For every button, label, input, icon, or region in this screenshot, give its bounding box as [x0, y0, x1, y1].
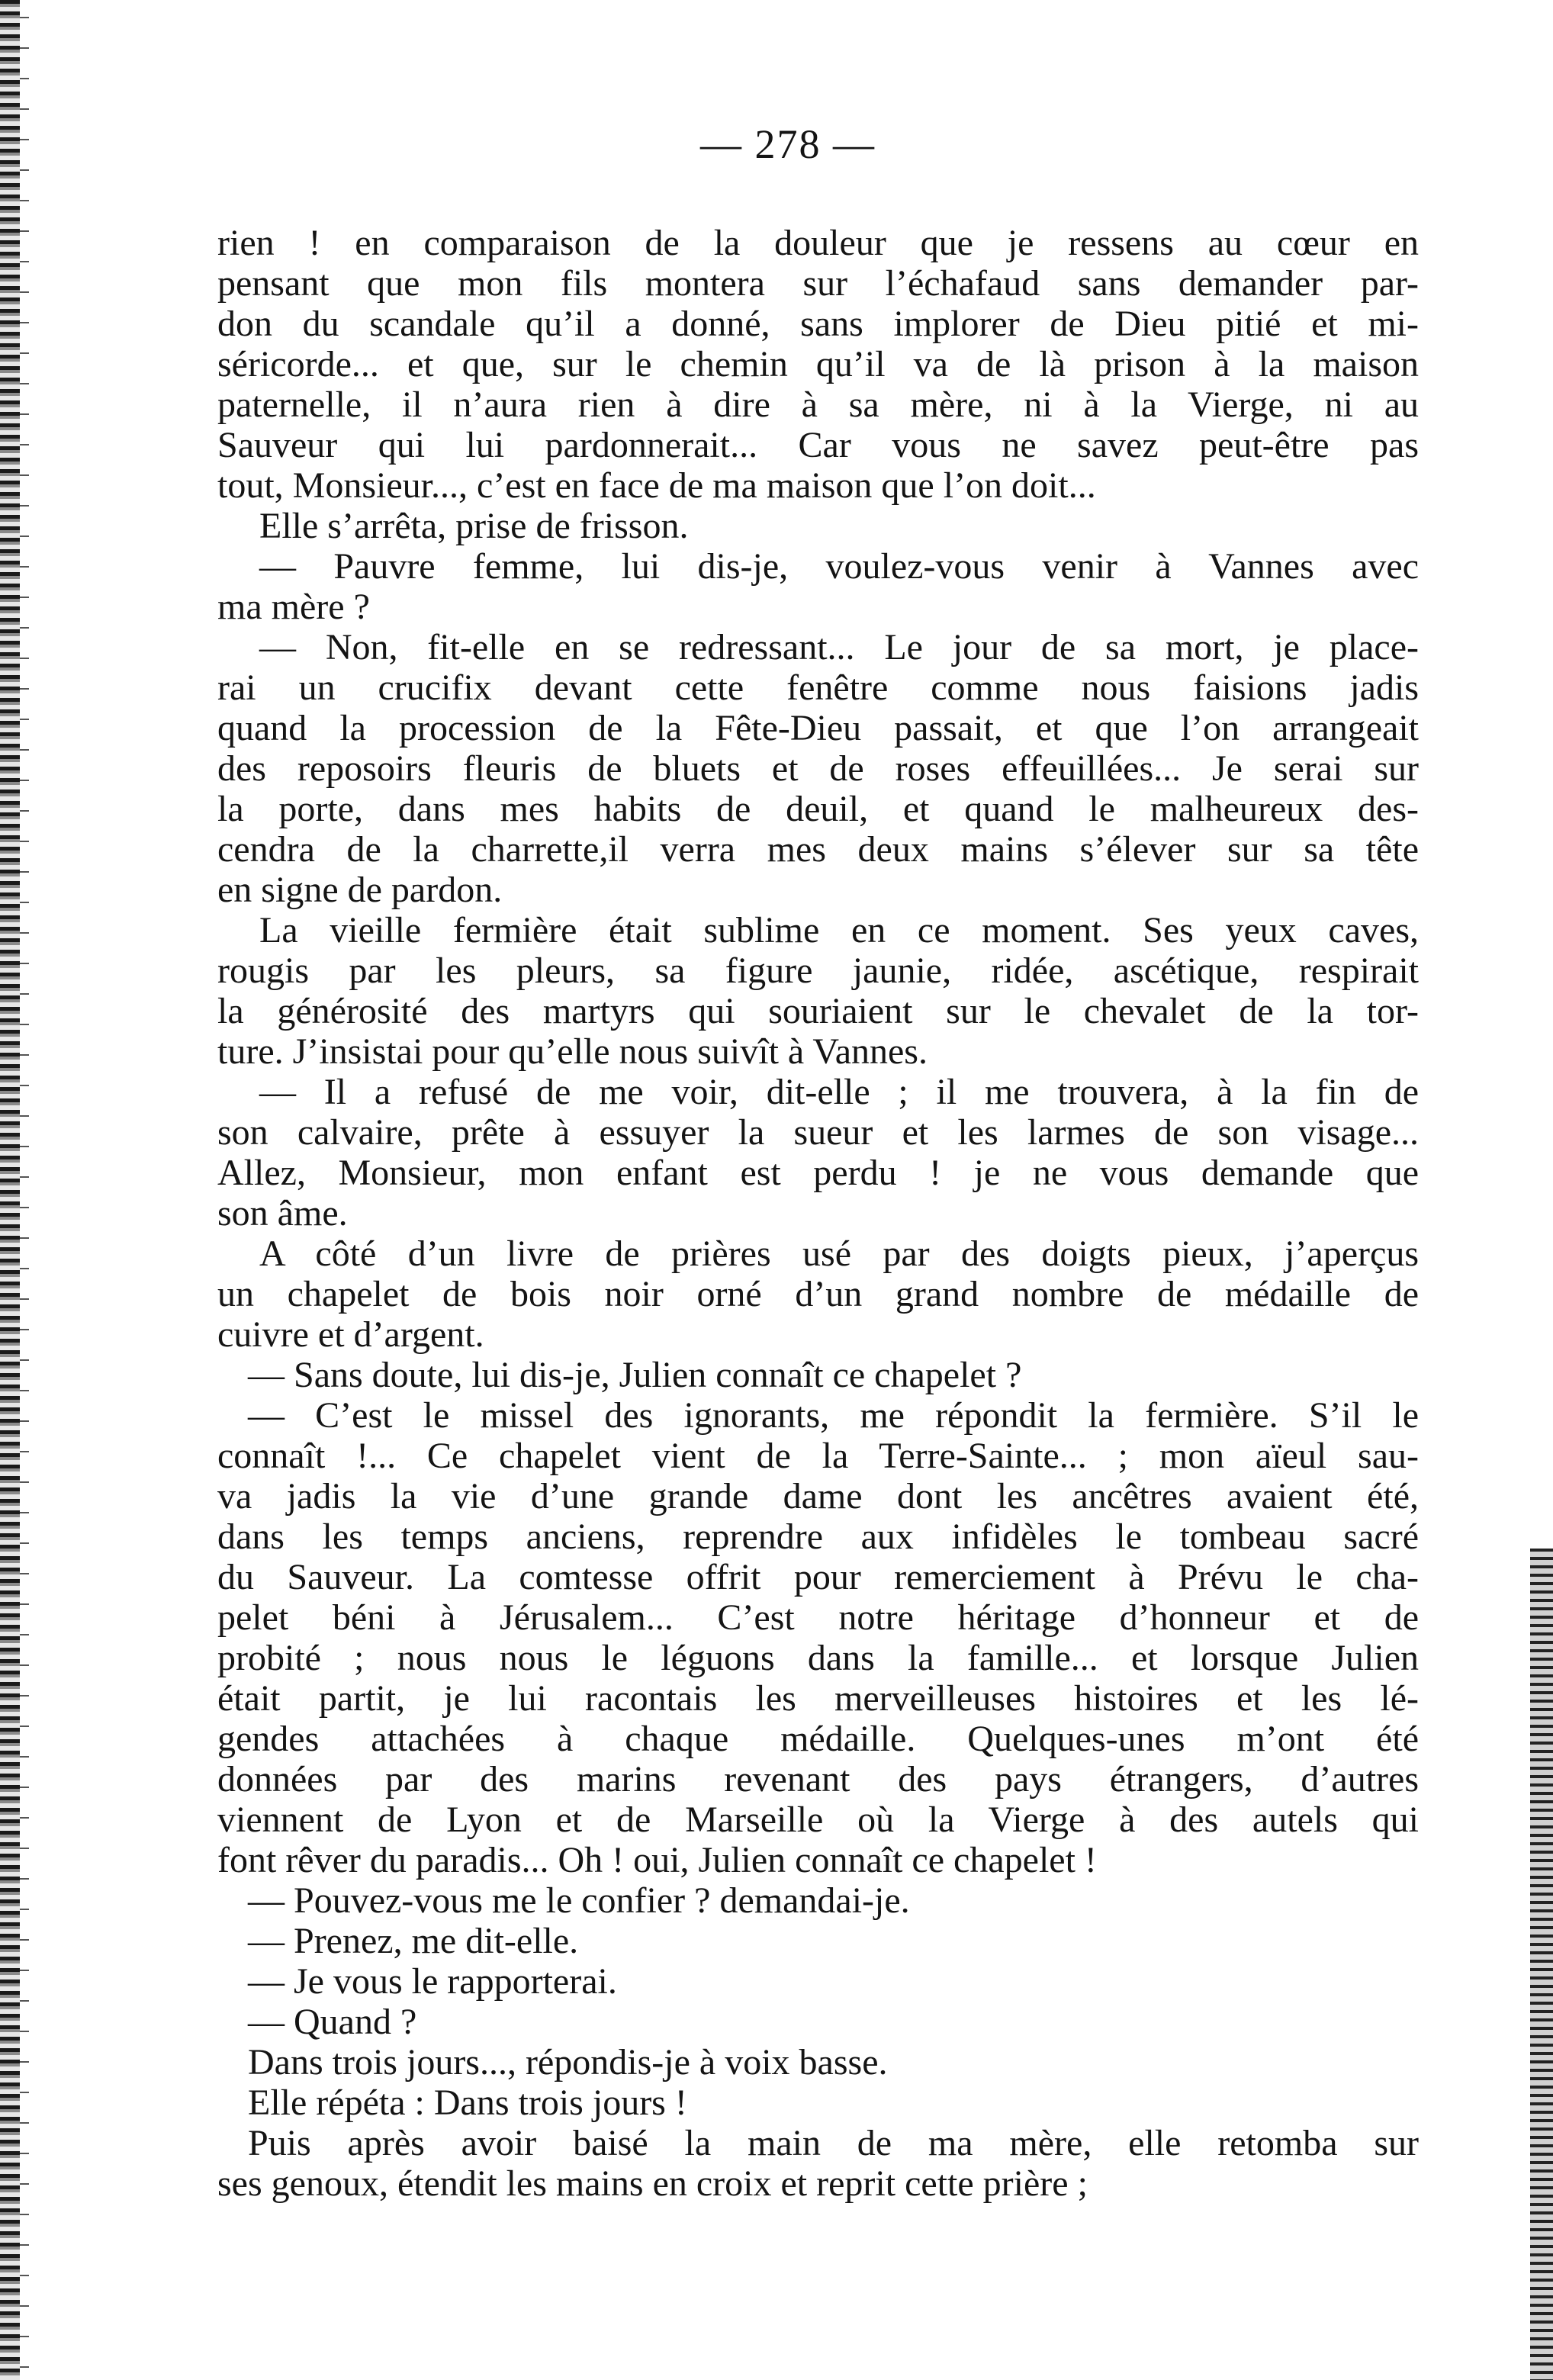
text-line: Allez, Monsieur, mon enfant est perdu ! je ne vous demande que — [217, 1153, 1419, 1193]
text-line: pelet béni à Jérusalem... C’est notre héritage d’honneur et de — [217, 1597, 1419, 1638]
text-line: — Pauvre femme, lui dis-je, voulez-vous venir à Vannes avec — [259, 546, 1419, 587]
text-line: du Sauveur. La comtesse offrit pour remerciement à Prévu le cha- — [217, 1557, 1419, 1597]
page-edge-shadow — [1530, 1549, 1553, 2380]
text-line: Puis après avoir baisé la main de ma mère, elle retomba sur — [248, 2123, 1419, 2163]
text-line: — Il a refusé de me voir, dit-elle ; il me trouvera, à la fin de — [259, 1072, 1419, 1112]
text-line: Sauveur qui lui pardonnerait... Car vous ne savez peut-être pas — [217, 425, 1419, 465]
text-line: paternelle, il n’aura rien à dire à sa mère, ni à la Vierge, ni au — [217, 384, 1419, 425]
text-line: rougis par les pleurs, sa figure jaunie, ridée, ascétique, respirait — [217, 950, 1419, 991]
binding-stitches — [20, 0, 29, 2380]
text-line: rai un crucifix devant cette fenêtre comme nous faisions jadis — [217, 667, 1419, 708]
text-line: font rêver du paradis... Oh ! oui, Julien connaît ce chapelet ! — [217, 1840, 1097, 1880]
text-line: ma mère ? — [217, 587, 370, 627]
text-line: rien ! en comparaison de la douleur que je ressens au cœur en — [217, 223, 1419, 263]
text-line: — Pouvez-vous me le confier ? demandai-je. — [248, 1880, 910, 1921]
text-line: dans les temps anciens, reprendre aux infidèles le tombeau sacré — [217, 1516, 1419, 1557]
text-line: Elle s’arrêta, prise de frisson. — [259, 506, 689, 546]
binding-edge — [0, 0, 20, 2380]
text-line: connaît !... Ce chapelet vient de la Terre-Sainte... ; mon aïeul sau- — [217, 1436, 1419, 1476]
text-line: A côté d’un livre de prières usé par des doigts pieux, j’aperçus — [259, 1233, 1419, 1274]
page-number: — 278 — — [700, 121, 876, 167]
text-line: la porte, dans mes habits de deuil, et quand le malheureux des- — [217, 789, 1419, 829]
text-line: — Prenez, me dit-elle. — [248, 1921, 579, 1961]
text-line: son âme. — [217, 1193, 348, 1233]
text-line: va jadis la vie d’une grande dame dont les ancêtres avaient été, — [217, 1476, 1419, 1516]
text-line: cuivre et d’argent. — [217, 1314, 484, 1355]
text-line: en signe de pardon. — [217, 870, 503, 910]
text-line: — Je vous le rapporterai. — [248, 1961, 617, 2002]
text-line: — Non, fit-elle en se redressant... Le jour de sa mort, je place- — [259, 627, 1419, 667]
text-line: ture. J’insistai pour qu’elle nous suivît à Vannes. — [217, 1031, 928, 1072]
text-line: La vieille fermière était sublime en ce moment. Ses yeux caves, — [259, 910, 1419, 950]
text-line: son calvaire, prête à essuyer la sueur et les larmes de son visage... — [217, 1112, 1419, 1153]
text-line: était partit, je lui racontais les merveilleuses histoires et les lé- — [217, 1678, 1419, 1719]
text-line: des reposoirs fleuris de bluets et de roses effeuillées... Je serai sur — [217, 748, 1419, 789]
text-line: don du scandale qu’il a donné, sans implorer de Dieu pitié et mi- — [217, 304, 1419, 344]
text-line: pensant que mon fils montera sur l’échafaud sans demander par- — [217, 263, 1419, 304]
text-line: séricorde... et que, sur le chemin qu’il va de là prison à la maison — [217, 344, 1419, 384]
text-line: — Quand ? — [248, 2002, 417, 2042]
text-line: probité ; nous nous le léguons dans la famille... et lorsque Julien — [217, 1638, 1419, 1678]
text-line: — C’est le missel des ignorants, me répondit la fermière. S’il le — [248, 1395, 1419, 1436]
text-line: Elle répéta : Dans trois jours ! — [248, 2082, 687, 2123]
text-line: tout, Monsieur..., c’est en face de ma maison que l’on doit... — [217, 465, 1096, 506]
text-line: cendra de la charrette,il verra mes deux mains s’élever sur sa tête — [217, 829, 1419, 870]
text-line: ses genoux, étendit les mains en croix et reprit cette prière ; — [217, 2163, 1088, 2204]
text-line: un chapelet de bois noir orné d’un grand nombre de médaille de — [217, 1274, 1419, 1314]
text-line: Dans trois jours..., répondis-je à voix basse. — [248, 2042, 888, 2082]
text-line: gendes attachées à chaque médaille. Quelques-unes m’ont été — [217, 1719, 1419, 1759]
text-line: — Sans doute, lui dis-je, Julien connaît ce chapelet ? — [248, 1355, 1022, 1395]
text-line: quand la procession de la Fête-Dieu passait, et que l’on arrangeait — [217, 708, 1419, 748]
text-line: viennent de Lyon et de Marseille où la Vierge à des autels qui — [217, 1799, 1419, 1840]
text-line: la générosité des martyrs qui souriaient sur le chevalet de la tor- — [217, 991, 1419, 1031]
text-line: données par des marins revenant des pays étrangers, d’autres — [217, 1759, 1419, 1799]
